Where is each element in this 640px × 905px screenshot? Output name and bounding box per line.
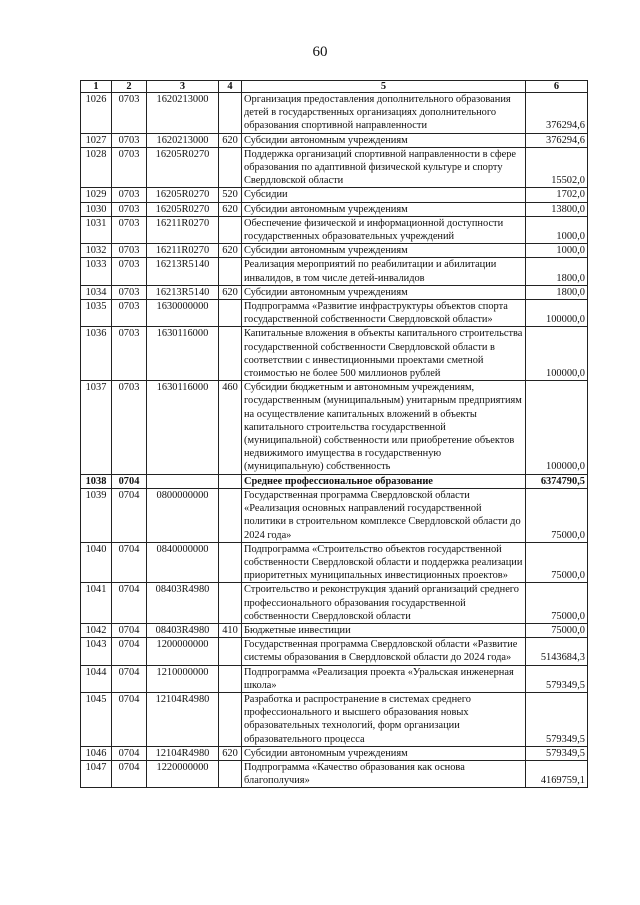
- table-row: [81, 285, 588, 299]
- expense-type: [219, 258, 242, 285]
- row-amount: 579349,5: [526, 665, 588, 692]
- row-name: Субсидии: [242, 188, 526, 202]
- expense-type: [219, 760, 242, 787]
- table-row: [81, 623, 588, 637]
- expense-type: 520: [219, 188, 242, 202]
- row-name: Подпрограмма «Строительство объектов государственной собственности Свердловской области и поддержка реализации приоритетных муниципальных инвестиционных проектов»: [242, 542, 526, 583]
- row-number: 1047: [81, 760, 112, 787]
- row-number: 1046: [81, 746, 112, 760]
- expense-type: 620: [219, 285, 242, 299]
- table-row: [81, 202, 588, 216]
- column-header: 1: [81, 81, 112, 93]
- table-row: [81, 638, 588, 665]
- row-name: Субсидии автономным учреждениям: [242, 244, 526, 258]
- column-header: 6: [526, 81, 588, 93]
- row-amount: 376294,6: [526, 93, 588, 134]
- row-name: Строительство и реконструкция зданий организаций среднего профессионального образования государственной собственности Свердловской области: [242, 583, 526, 624]
- table-row: [81, 216, 588, 243]
- target-code: 08403R4980: [147, 583, 219, 624]
- section-code: 0704: [112, 746, 147, 760]
- section-code: 0703: [112, 258, 147, 285]
- expense-type: 410: [219, 623, 242, 637]
- table-row: [81, 381, 588, 474]
- row-number: 1028: [81, 147, 112, 188]
- row-name: Разработка и распространение в системах среднего профессионального и высшего образования новых образовательных технологий, форм организации образовательного процесса: [242, 692, 526, 746]
- row-number: 1036: [81, 327, 112, 381]
- expense-type: 460: [219, 381, 242, 474]
- row-name: Субсидии бюджетным и автономным учреждениям, государственным (муниципальным) унитарным предприятиям на осуществление капитальных вложений в объекты капитального строительства государственной (муниципальной) собственности или приобретение объектов недвижимого имущества в государственную (муниципальную) собственность: [242, 381, 526, 474]
- section-code: 0703: [112, 133, 147, 147]
- target-code: 08403R4980: [147, 623, 219, 637]
- expense-type: [219, 692, 242, 746]
- row-number: 1033: [81, 258, 112, 285]
- table-row: [81, 746, 588, 760]
- expense-type: 620: [219, 746, 242, 760]
- row-name: Бюджетные инвестиции: [242, 623, 526, 637]
- section-code: 0703: [112, 216, 147, 243]
- section-code: 0704: [112, 474, 147, 488]
- row-number: 1035: [81, 300, 112, 327]
- row-amount: 75000,0: [526, 488, 588, 542]
- target-code: 16211R0270: [147, 244, 219, 258]
- row-amount: 100000,0: [526, 381, 588, 474]
- target-code: 1620213000: [147, 93, 219, 134]
- section-code: 0703: [112, 285, 147, 299]
- target-code: 1630116000: [147, 381, 219, 474]
- section-code: 0703: [112, 244, 147, 258]
- expense-type: 620: [219, 244, 242, 258]
- row-number: 1043: [81, 638, 112, 665]
- section-code: 0704: [112, 692, 147, 746]
- row-name: Реализация мероприятий по реабилитации и абилитации инвалидов, в том числе детей-инвалидов: [242, 258, 526, 285]
- expense-type: [219, 583, 242, 624]
- target-code: 12104R4980: [147, 746, 219, 760]
- target-code: 1220000000: [147, 760, 219, 787]
- expense-type: [219, 474, 242, 488]
- target-code: 0800000000: [147, 488, 219, 542]
- row-number: 1031: [81, 216, 112, 243]
- section-code: 0703: [112, 300, 147, 327]
- row-amount: 6374790,5: [526, 474, 588, 488]
- table-row: [81, 692, 588, 746]
- row-number: 1027: [81, 133, 112, 147]
- row-name: Обеспечение физической и информационной доступности государственных образовательных учреждений: [242, 216, 526, 243]
- target-code: 16205R0270: [147, 188, 219, 202]
- table-row: [81, 542, 588, 583]
- row-name: Субсидии автономным учреждениям: [242, 133, 526, 147]
- column-header: 2: [112, 81, 147, 93]
- target-code: 12104R4980: [147, 692, 219, 746]
- table-row: [81, 760, 588, 787]
- section-code: 0703: [112, 202, 147, 216]
- column-header: 4: [219, 81, 242, 93]
- target-code: 1620213000: [147, 133, 219, 147]
- expense-type: [219, 327, 242, 381]
- row-amount: 579349,5: [526, 692, 588, 746]
- target-code: 1210000000: [147, 665, 219, 692]
- target-code: 16205R0270: [147, 202, 219, 216]
- column-header: 5: [242, 81, 526, 93]
- table-row: [81, 327, 588, 381]
- row-name: Государственная программа Свердловской области «Реализация основных направлений государственной политики в строительном комплексе Свердловской области до 2024 года»: [242, 488, 526, 542]
- row-number: 1029: [81, 188, 112, 202]
- row-name: Подпрограмма «Реализация проекта «Уральская инженерная школа»: [242, 665, 526, 692]
- expense-type: [219, 488, 242, 542]
- row-number: 1042: [81, 623, 112, 637]
- row-name: Капитальные вложения в объекты капитального строительства государственной собственности Свердловской области в соответствии с инвестиционными проектами сметной стоимостью не более 500 миллионов рублей: [242, 327, 526, 381]
- expense-type: 620: [219, 133, 242, 147]
- row-amount: 75000,0: [526, 623, 588, 637]
- table-row: [81, 258, 588, 285]
- budget-table: [80, 80, 588, 788]
- section-code: 0704: [112, 542, 147, 583]
- section-code: 0703: [112, 327, 147, 381]
- row-number: 1030: [81, 202, 112, 216]
- section-code: 0704: [112, 665, 147, 692]
- table-row: [81, 583, 588, 624]
- target-code: 1200000000: [147, 638, 219, 665]
- row-amount: 1000,0: [526, 244, 588, 258]
- target-code: 16211R0270: [147, 216, 219, 243]
- target-code: 0840000000: [147, 542, 219, 583]
- table-row: [81, 488, 588, 542]
- row-amount: 5143684,3: [526, 638, 588, 665]
- expense-type: [219, 93, 242, 134]
- row-amount: 1800,0: [526, 258, 588, 285]
- row-name: Государственная программа Свердловской области «Развитие системы образования в Свердловской области до 2024 года»: [242, 638, 526, 665]
- row-amount: 13800,0: [526, 202, 588, 216]
- table-row: [81, 665, 588, 692]
- expense-type: [219, 300, 242, 327]
- expense-type: 620: [219, 202, 242, 216]
- row-number: 1045: [81, 692, 112, 746]
- section-code: 0703: [112, 147, 147, 188]
- row-name: Субсидии автономным учреждениям: [242, 746, 526, 760]
- column-header: 3: [147, 81, 219, 93]
- expense-type: [219, 147, 242, 188]
- target-code: 1630116000: [147, 327, 219, 381]
- row-name: Поддержка организаций спортивной направленности в сфере образования по адаптивной физической культуре и спорту Свердловской области: [242, 147, 526, 188]
- row-number: 1034: [81, 285, 112, 299]
- target-code: 16213R5140: [147, 258, 219, 285]
- section-code: 0704: [112, 583, 147, 624]
- target-code: 1630000000: [147, 300, 219, 327]
- row-amount: 1000,0: [526, 216, 588, 243]
- row-number: 1026: [81, 93, 112, 134]
- row-amount: 4169759,1: [526, 760, 588, 787]
- table-row: [81, 133, 588, 147]
- row-name: Подпрограмма «Качество образования как основа благополучия»: [242, 760, 526, 787]
- row-amount: 1702,0: [526, 188, 588, 202]
- row-number: 1032: [81, 244, 112, 258]
- section-code: 0703: [112, 93, 147, 134]
- section-code: 0704: [112, 488, 147, 542]
- row-amount: 376294,6: [526, 133, 588, 147]
- row-name: Организация предоставления дополнительного образования детей в государственных организациях дополнительного образования спортивной направленности: [242, 93, 526, 134]
- section-code: 0704: [112, 623, 147, 637]
- row-amount: 1800,0: [526, 285, 588, 299]
- row-number: 1037: [81, 381, 112, 474]
- row-number: 1041: [81, 583, 112, 624]
- row-name: Субсидии автономным учреждениям: [242, 285, 526, 299]
- row-amount: 15502,0: [526, 147, 588, 188]
- table-row: [81, 300, 588, 327]
- row-number: 1038: [81, 474, 112, 488]
- row-amount: 100000,0: [526, 327, 588, 381]
- expense-type: [219, 216, 242, 243]
- row-amount: 100000,0: [526, 300, 588, 327]
- row-amount: 75000,0: [526, 583, 588, 624]
- table-row: [81, 474, 588, 488]
- row-name: Подпрограмма «Развитие инфраструктуры объектов спорта государственной собственности Свердловской области»: [242, 300, 526, 327]
- table-body: [81, 93, 588, 788]
- page-number: 60: [312, 44, 328, 60]
- row-number: 1040: [81, 542, 112, 583]
- expense-type: [219, 542, 242, 583]
- section-code: 0703: [112, 381, 147, 474]
- target-code: 16205R0270: [147, 147, 219, 188]
- table-row: [81, 244, 588, 258]
- row-amount: 75000,0: [526, 542, 588, 583]
- section-code: 0703: [112, 188, 147, 202]
- target-code: 16213R5140: [147, 285, 219, 299]
- target-code: [147, 474, 219, 488]
- row-number: 1044: [81, 665, 112, 692]
- table-row: [81, 93, 588, 134]
- row-amount: 579349,5: [526, 746, 588, 760]
- row-number: 1039: [81, 488, 112, 542]
- table-row: [81, 188, 588, 202]
- table-row: [81, 147, 588, 188]
- header-row: [81, 81, 588, 93]
- row-name: Среднее профессиональное образование: [242, 474, 526, 488]
- row-name: Субсидии автономным учреждениям: [242, 202, 526, 216]
- section-code: 0704: [112, 760, 147, 787]
- section-code: 0704: [112, 638, 147, 665]
- expense-type: [219, 638, 242, 665]
- expense-type: [219, 665, 242, 692]
